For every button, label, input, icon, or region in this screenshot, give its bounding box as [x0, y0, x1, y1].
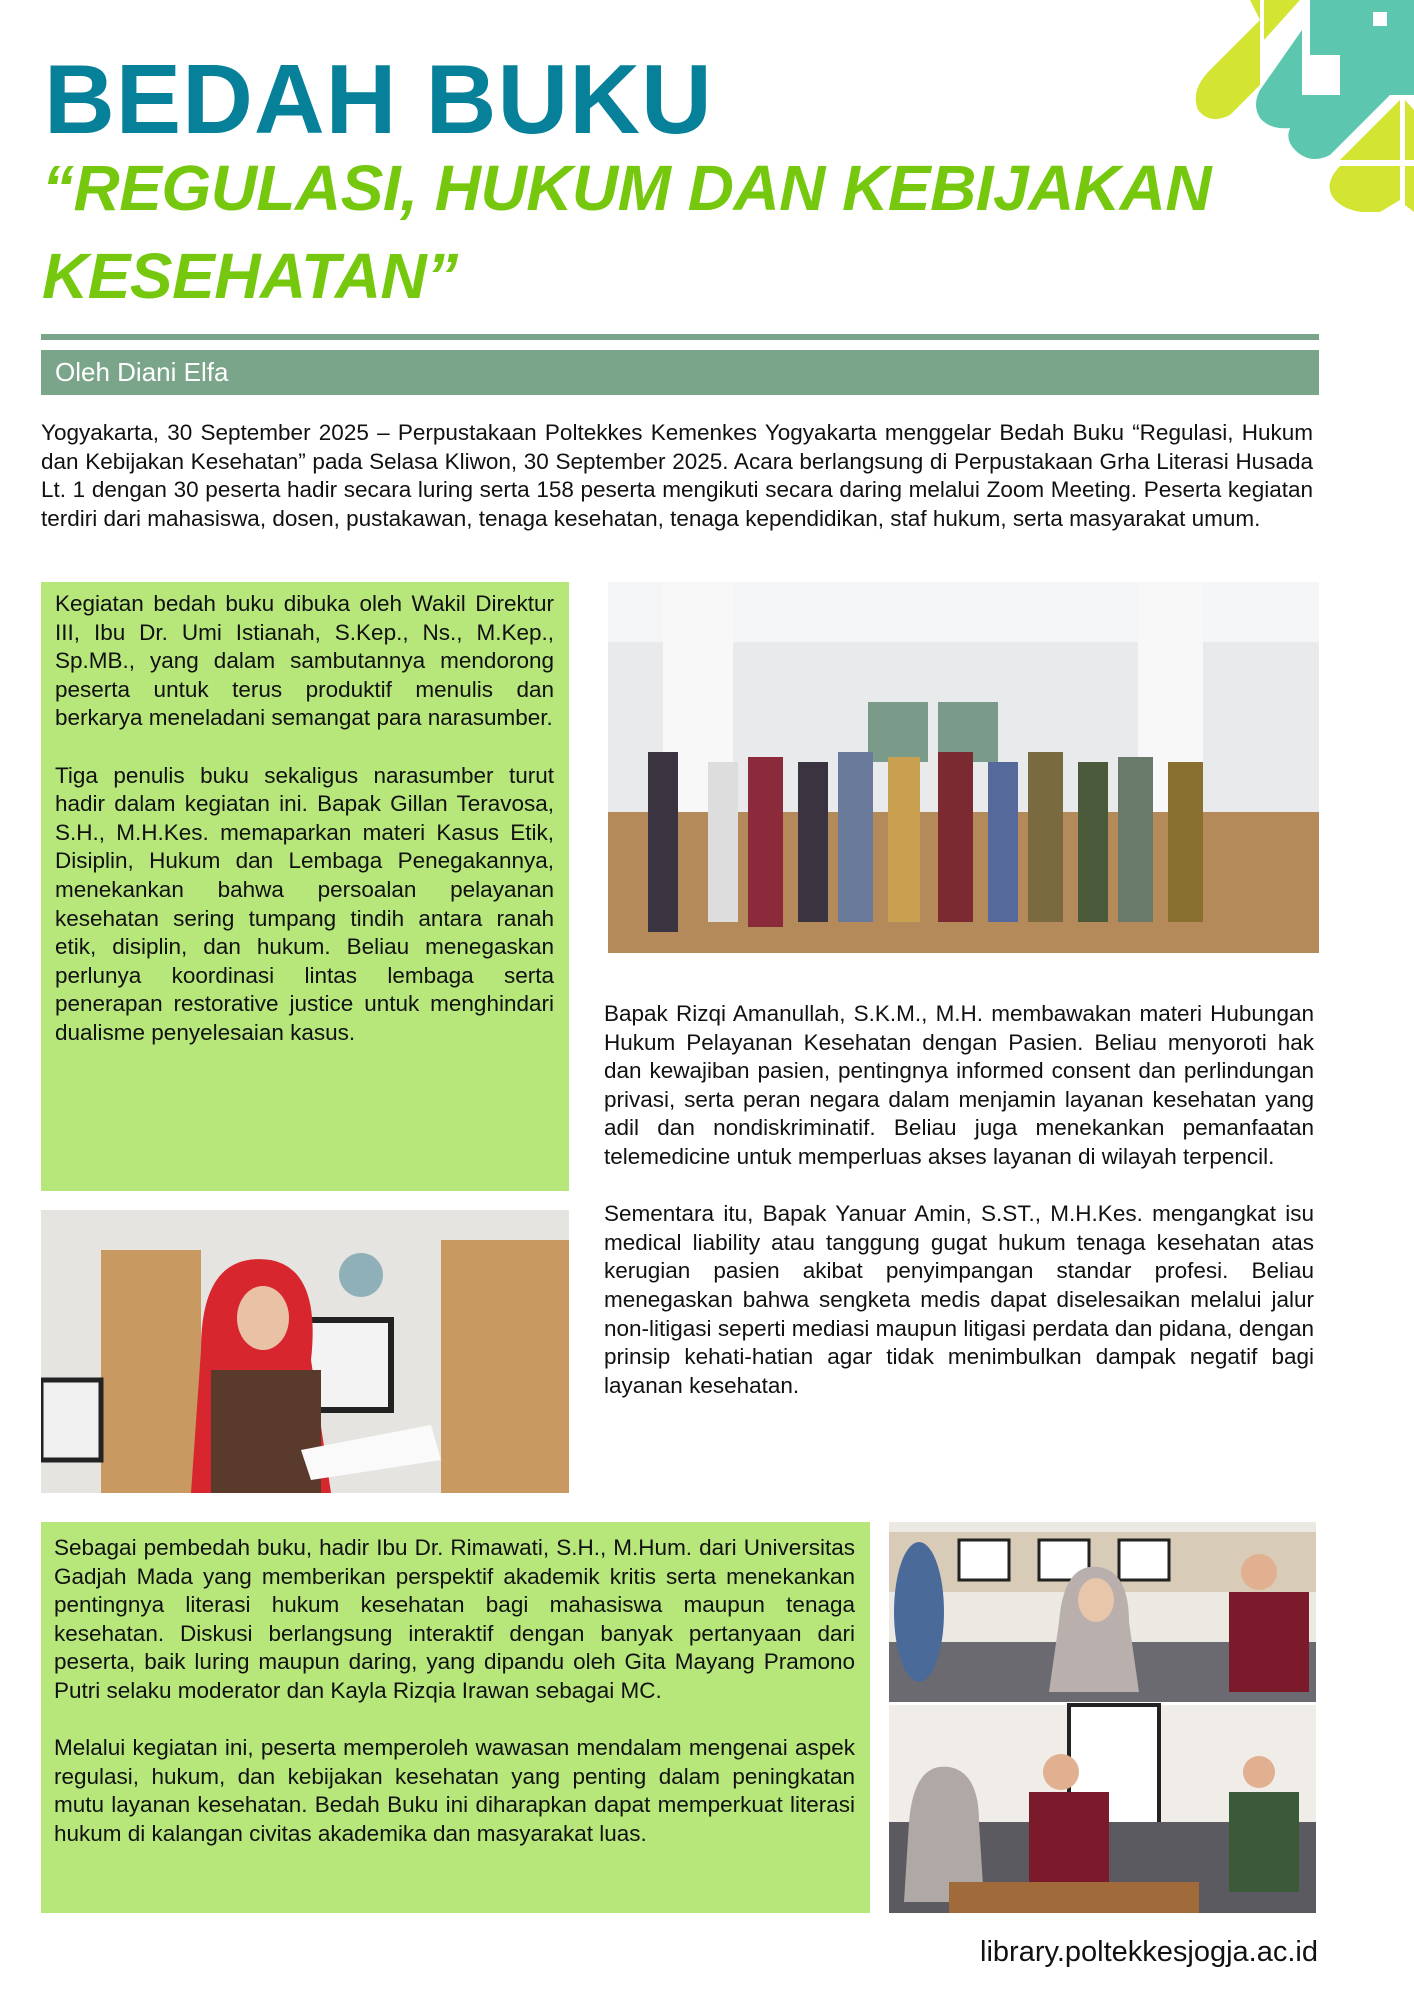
- paragraph: Tiga penulis buku sekaligus narasumber turut hadir dalam kegiatan ini. Bapak Gillan Teravosa, S.H., M.H.Kes. memaparkan materi Kasus Etik, Disiplin, Hukum dan Lembaga Penegakannya, menekankan bahwa persoalan pelayanan kesehatan sering tumpang tindih antara ranah etik, disiplin, dan hukum. Beliau menegaskan perlunya koordinasi lintas lembaga serta penerapan restorative justice untuk menghindari dualisme penyelesaian kasus.: [55, 762, 554, 1045]
- paragraph: Sementara itu, Bapak Yanuar Amin, S.ST., M.H.Kes. mengangkat isu medical liability atau tanggung gugat hukum tenaga kesehatan atas kerugian pasien akibat penyimpangan standar profesi. Beliau menegaskan bahwa sengketa medis dapat diselesaikan melalui jalur non-litigasi seperti mediasi maupun litigasi perdata dan pidana, dengan prinsip kehati-hatian agar tidak menimbulkan dampak negatif bagi layanan kesehatan.: [604, 1201, 1314, 1398]
- speakers-column: [604, 1000, 1314, 1429]
- highlight-box-closing: [41, 1522, 870, 1913]
- author-band: Oleh Diani Elfa: [41, 350, 1319, 395]
- page-title: BEDAH BUKU: [44, 44, 713, 154]
- highlight-box-opening: [41, 582, 569, 1191]
- paragraph: Bapak Rizqi Amanullah, S.K.M., M.H. membawakan materi Hubungan Hukum Pelayanan Kesehatan dengan Pasien. Beliau menyoroti hak dan kewajiban pasien, pentingnya informed consent dan perlindungan privasi, serta peran negara dalam menjamin layanan kesehatan yang adil dan nondiskriminatif. Beliau juga menekankan pemanfaatan telemedicine untuk memperluas akses layanan di wilayah terpencil.: [604, 1001, 1314, 1169]
- paragraph: Sebagai pembedah buku, hadir Ibu Dr. Rimawati, S.H., M.Hum. dari Universitas Gadjah Mada yang memberikan perspektif akademik kritis serta menekankan pentingnya literasi hukum kesehatan bagi mahasiswa maupun tenaga kesehatan. Diskusi berlangsung interaktif dengan banyak pertanyaan dari peserta, baik luring maupun daring, yang dipandu oleh Gita Mayang Pramono Putri selaku moderator dan Kayla Rizqia Irawan sebagai MC.: [54, 1535, 855, 1703]
- book-title-line1: “REGULASI, HUKUM DAN KEBIJAKAN: [42, 152, 1212, 224]
- panel-discussion-photos: [889, 1522, 1316, 1913]
- divider: [41, 334, 1319, 340]
- logo-star: [1373, 12, 1387, 26]
- paragraph: Kegiatan bedah buku dibuka oleh Wakil Direktur III, Ibu Dr. Umi Istianah, S.Kep., Ns., M.Kep., Sp.MB., yang dalam sambutannya mendorong peserta untuk terus produktif menulis dan berkarya meneladani semangat para narasumber.: [55, 591, 554, 731]
- group-photo: [608, 582, 1319, 953]
- logo-ornament: [1190, 0, 1414, 212]
- speaker-photo: [41, 1210, 569, 1493]
- intro-paragraph: Yogyakarta, 30 September 2025 – Perpustakaan Poltekkes Kemenkes Yogyakarta menggelar Bedah Buku “Regulasi, Hukum dan Kebijakan Kesehatan” pada Selasa Kliwon, 30 September 2025. Acara berlangsung di Perpustakaan Grha Literasi Husada Lt. 1 dengan 30 peserta hadir secara luring serta 158 peserta mengikuti secara daring melalui Zoom Meeting. Peserta kegiatan terdiri dari mahasiswa, dosen, pustakawan, tenaga kesehatan, tenaga kependidikan, staf hukum, serta masyarakat umum.: [41, 420, 1313, 531]
- website-url[interactable]: library.poltekkesjogja.ac.id: [980, 1936, 1318, 1968]
- book-title-line2: KESEHATAN”: [42, 240, 458, 312]
- paragraph: Melalui kegiatan ini, peserta memperoleh wawasan mendalam mengenai aspek regulasi, hukum, dan kebijakan kesehatan yang penting dalam peningkatan mutu layanan kesehatan. Bedah Buku ini diharapkan dapat memperkuat literasi hukum di kalangan civitas akademika dan masyarakat luas.: [54, 1735, 855, 1846]
